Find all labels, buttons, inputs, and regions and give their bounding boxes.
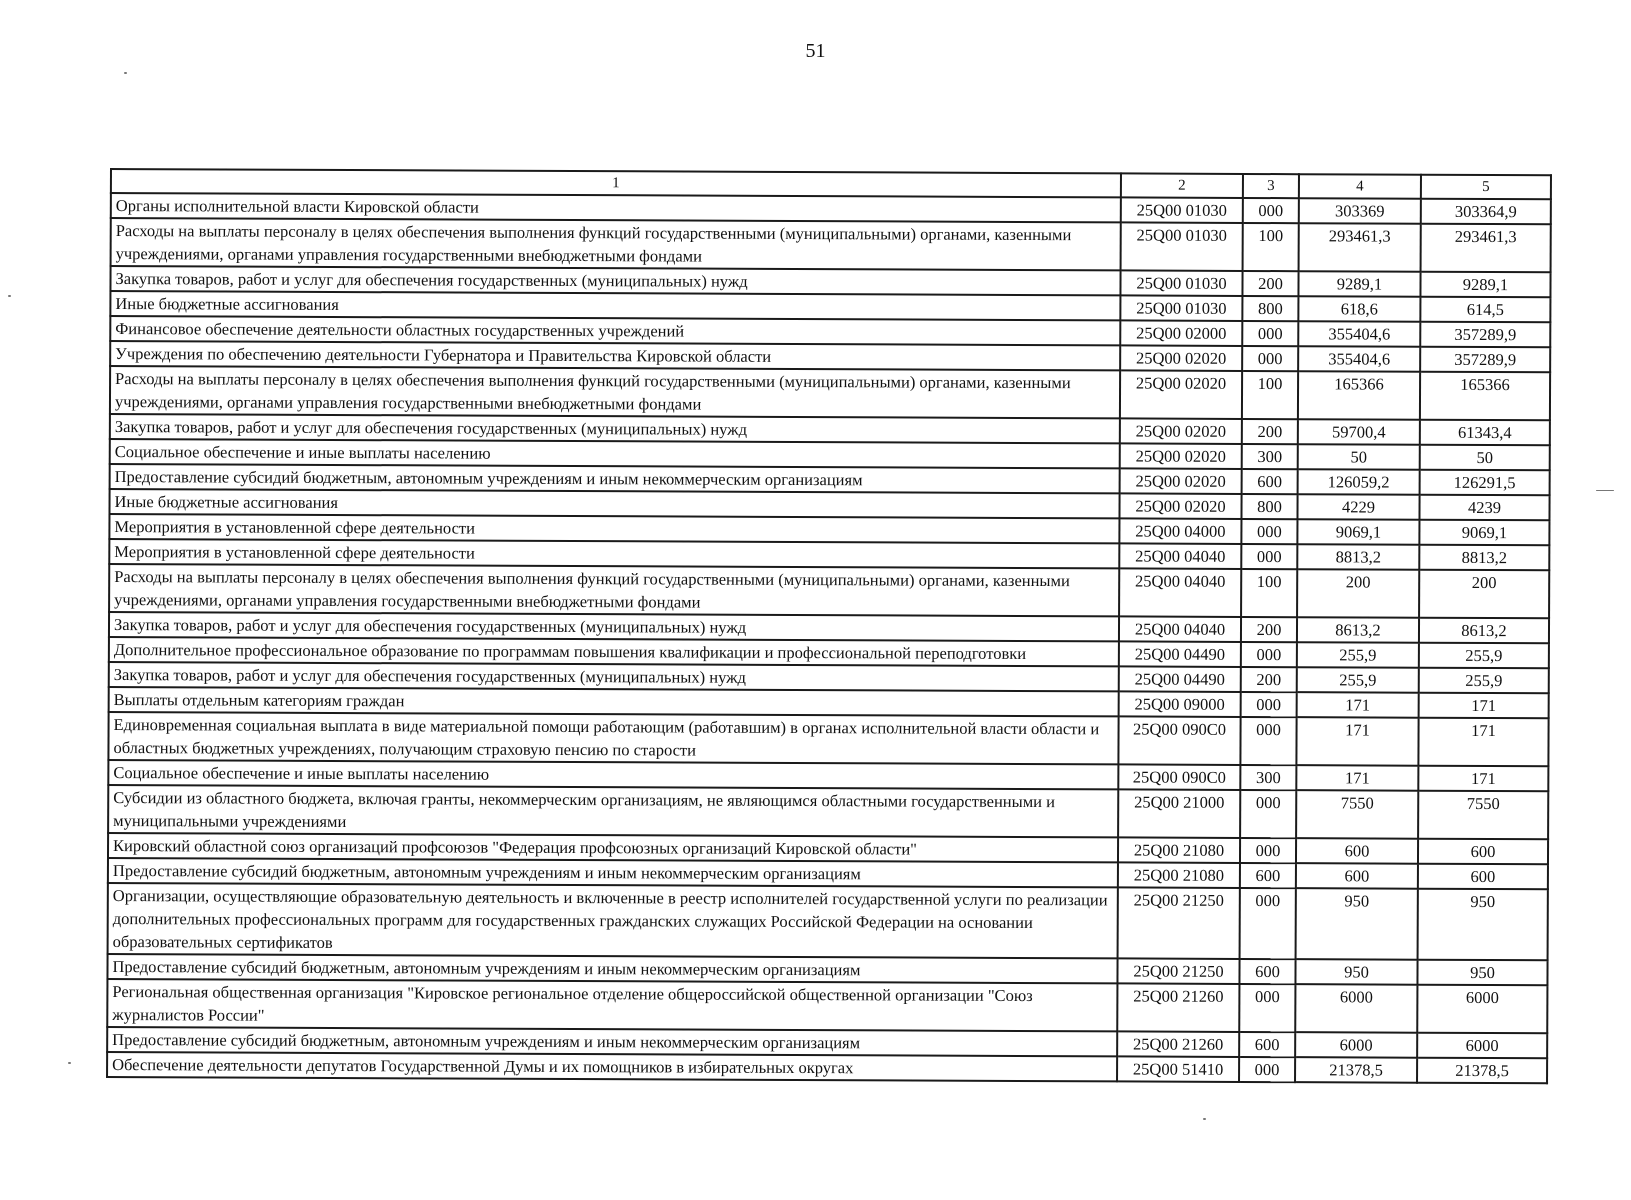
row-value-5: 4239 bbox=[1419, 495, 1549, 521]
row-value-5: 165366 bbox=[1420, 372, 1550, 421]
row-type: 000 bbox=[1240, 790, 1296, 838]
row-value-4: 600 bbox=[1296, 838, 1418, 864]
row-name: Организации, осуществляющие образовательную деятельность и включенные в реестр исполнителей государственной услуги по реализации дополнительных профессиональных программ для государственных гражданских служащих Российской Федерации на основании образовательных сертификатов bbox=[108, 883, 1118, 958]
row-type: 800 bbox=[1241, 494, 1297, 519]
row-value-5: 600 bbox=[1418, 839, 1548, 865]
row-code: 25Q00 02000 bbox=[1120, 320, 1242, 346]
row-value-5: 126291,5 bbox=[1420, 470, 1550, 496]
row-type: 000 bbox=[1241, 519, 1297, 544]
row-value-4: 4229 bbox=[1297, 494, 1419, 520]
row-value-5: 200 bbox=[1419, 570, 1549, 619]
page-number: 51 bbox=[805, 40, 826, 62]
scan-speck bbox=[1203, 1118, 1206, 1120]
row-code: 25Q00 21260 bbox=[1117, 1031, 1239, 1057]
row-value-5: 303364,9 bbox=[1421, 199, 1551, 225]
row-value-4: 171 bbox=[1296, 717, 1418, 766]
row-value-5: 61343,4 bbox=[1420, 420, 1550, 446]
row-value-4: 9069,1 bbox=[1297, 519, 1419, 545]
scan-speck bbox=[68, 1062, 71, 1064]
row-value-5: 8613,2 bbox=[1419, 618, 1549, 644]
row-code: 25Q00 02020 bbox=[1120, 370, 1242, 419]
row-code: 25Q00 04490 bbox=[1119, 666, 1241, 692]
row-value-5: 171 bbox=[1419, 693, 1549, 719]
row-value-5: 614,5 bbox=[1420, 297, 1550, 323]
row-value-4: 9289,1 bbox=[1298, 271, 1420, 297]
row-code: 25Q00 21000 bbox=[1118, 789, 1240, 838]
row-type: 000 bbox=[1242, 346, 1298, 371]
row-value-5: 9289,1 bbox=[1420, 272, 1550, 298]
row-code: 25Q00 01030 bbox=[1120, 295, 1242, 321]
table-row bbox=[107, 1052, 1547, 1083]
row-type: 000 bbox=[1243, 198, 1299, 223]
row-name: Обеспечение деятельности депутатов Государственной Думы и их помощников в избирательных округах bbox=[107, 1052, 1117, 1081]
row-value-5: 21378,5 bbox=[1417, 1058, 1547, 1084]
row-value-4: 59700,4 bbox=[1298, 419, 1420, 445]
row-type: 600 bbox=[1239, 1032, 1295, 1057]
row-type: 800 bbox=[1242, 296, 1298, 321]
row-value-5: 255,9 bbox=[1419, 643, 1549, 669]
row-value-4: 293461,3 bbox=[1299, 223, 1421, 272]
row-value-4: 950 bbox=[1295, 959, 1417, 985]
row-value-4: 200 bbox=[1297, 569, 1419, 618]
row-value-4: 303369 bbox=[1299, 198, 1421, 224]
row-value-4: 171 bbox=[1296, 765, 1418, 791]
row-type: 200 bbox=[1241, 617, 1297, 642]
row-value-4: 355404,6 bbox=[1298, 346, 1420, 372]
row-value-5: 600 bbox=[1418, 864, 1548, 890]
row-value-5: 6000 bbox=[1417, 985, 1547, 1034]
row-type: 600 bbox=[1240, 863, 1296, 888]
row-name: Закупка товаров, работ и услуг для обеспечения государственных (муниципальных) нужд bbox=[110, 414, 1120, 443]
row-name: Расходы на выплаты персоналу в целях обеспечения выполнения функций государственными (муниципальными) органами, казенными учреждениями, органами управления государственными внебюджетными фондами bbox=[109, 564, 1119, 616]
row-type: 300 bbox=[1240, 765, 1296, 790]
row-value-4: 50 bbox=[1298, 444, 1420, 470]
row-value-5: 950 bbox=[1417, 960, 1547, 986]
header-col-2: 2 bbox=[1121, 173, 1243, 198]
row-type: 000 bbox=[1241, 544, 1297, 569]
row-value-5: 50 bbox=[1420, 445, 1550, 471]
row-type: 000 bbox=[1239, 984, 1295, 1032]
row-type: 100 bbox=[1241, 569, 1297, 617]
row-value-4: 255,9 bbox=[1297, 667, 1419, 693]
row-name: Предоставление субсидий бюджетным, автономным учреждениям и иным некоммерческим организациям bbox=[107, 954, 1117, 983]
row-type: 300 bbox=[1242, 444, 1298, 469]
row-code: 25Q00 090С0 bbox=[1118, 764, 1240, 790]
row-value-5: 950 bbox=[1418, 889, 1548, 961]
row-value-5: 357289,9 bbox=[1420, 322, 1550, 348]
row-code: 25Q00 21080 bbox=[1118, 862, 1240, 888]
row-name: Иные бюджетные ассигнования bbox=[110, 291, 1120, 320]
row-type: 100 bbox=[1243, 223, 1299, 271]
row-type: 200 bbox=[1241, 667, 1297, 692]
row-value-4: 618,6 bbox=[1298, 296, 1420, 322]
row-code: 25Q00 04040 bbox=[1119, 543, 1241, 569]
row-value-4: 255,9 bbox=[1297, 642, 1419, 668]
row-value-5: 171 bbox=[1418, 766, 1548, 792]
row-name: Закупка товаров, работ и услуг для обеспечения государственных (муниципальных) нужд bbox=[109, 662, 1119, 691]
row-code: 25Q00 01030 bbox=[1120, 270, 1242, 296]
row-value-5: 171 bbox=[1418, 718, 1548, 767]
row-value-4: 355404,6 bbox=[1298, 321, 1420, 347]
table-row bbox=[108, 785, 1548, 839]
row-code: 25Q00 04040 bbox=[1119, 568, 1241, 617]
row-value-4: 600 bbox=[1296, 863, 1418, 889]
row-code: 25Q00 02020 bbox=[1120, 345, 1242, 371]
header-col-4: 4 bbox=[1299, 174, 1421, 199]
row-value-4: 6000 bbox=[1295, 1032, 1417, 1058]
scan-speck bbox=[8, 295, 11, 297]
row-code: 25Q00 21250 bbox=[1118, 887, 1240, 959]
row-value-5: 293461,3 bbox=[1421, 224, 1551, 273]
row-code: 25Q00 21080 bbox=[1118, 837, 1240, 863]
row-code: 25Q00 02020 bbox=[1120, 443, 1242, 469]
row-value-4: 21378,5 bbox=[1295, 1057, 1417, 1083]
budget-table-container bbox=[106, 168, 1550, 1084]
row-name: Предоставление субсидий бюджетным, автономным учреждениям и иным некоммерческим организациям bbox=[110, 464, 1120, 493]
row-value-4: 8613,2 bbox=[1297, 617, 1419, 643]
row-type: 000 bbox=[1240, 717, 1296, 765]
row-value-4: 950 bbox=[1296, 888, 1418, 960]
row-type: 000 bbox=[1242, 321, 1298, 346]
row-name: Закупка товаров, работ и услуг для обеспечения государственных (муниципальных) нужд bbox=[110, 266, 1120, 295]
row-type: 000 bbox=[1240, 888, 1296, 959]
row-name: Иные бюджетные ассигнования bbox=[109, 489, 1119, 518]
header-col-5: 5 bbox=[1421, 175, 1551, 200]
row-name: Расходы на выплаты персоналу в целях обеспечения выполнения функций государственными (муниципальными) органами, казенными учреждениями, органами управления государственными внебюджетными фондами bbox=[111, 218, 1121, 270]
table-row bbox=[107, 979, 1547, 1033]
row-name: Единовременная социальная выплата в виде материальной помощи работающим (работавшим) в органах исполнительной власти области и областных бюджетных учреждениях, получающим страховую пенсию по старости bbox=[108, 712, 1118, 764]
row-code: 25Q00 090С0 bbox=[1118, 716, 1240, 765]
header-col-3: 3 bbox=[1243, 174, 1299, 198]
row-value-5: 357289,9 bbox=[1420, 347, 1550, 373]
row-name: Дополнительное профессиональное образование по программам повышения квалификации и профессиональной переподготовки bbox=[109, 637, 1119, 666]
row-name: Закупка товаров, работ и услуг для обеспечения государственных (муниципальных) нужд bbox=[109, 612, 1119, 641]
row-value-4: 8813,2 bbox=[1297, 544, 1419, 570]
row-name: Социальное обеспечение и иные выплаты населению bbox=[110, 439, 1120, 468]
row-type: 100 bbox=[1242, 371, 1298, 419]
row-value-4: 165366 bbox=[1298, 371, 1420, 420]
row-type: 200 bbox=[1242, 419, 1298, 444]
row-value-4: 171 bbox=[1297, 692, 1419, 718]
scan-speck bbox=[124, 72, 127, 74]
row-name: Органы исполнительной власти Кировской области bbox=[111, 193, 1121, 222]
table-row bbox=[111, 218, 1551, 272]
row-type: 000 bbox=[1239, 1057, 1295, 1082]
row-type: 200 bbox=[1242, 271, 1298, 296]
header-col-1: 1 bbox=[111, 169, 1121, 197]
table-row bbox=[109, 564, 1549, 618]
row-name: Социальное обеспечение и иные выплаты населению bbox=[108, 760, 1118, 789]
row-name: Предоставление субсидий бюджетным, автономным учреждениям и иным некоммерческим организациям bbox=[107, 1027, 1117, 1056]
scan-speck bbox=[1596, 490, 1614, 491]
row-code: 25Q00 02020 bbox=[1120, 418, 1242, 444]
budget-table bbox=[106, 168, 1552, 1084]
row-value-4: 6000 bbox=[1295, 984, 1417, 1033]
row-value-5: 9069,1 bbox=[1419, 520, 1549, 546]
row-name: Выплаты отдельным категориям граждан bbox=[109, 687, 1119, 716]
row-code: 25Q00 02020 bbox=[1120, 468, 1242, 494]
table-row bbox=[110, 366, 1550, 420]
row-code: 25Q00 51410 bbox=[1117, 1056, 1239, 1082]
row-value-5: 255,9 bbox=[1419, 668, 1549, 694]
row-value-5: 8813,2 bbox=[1419, 545, 1549, 571]
row-code: 25Q00 09000 bbox=[1119, 691, 1241, 717]
row-code: 25Q00 01030 bbox=[1121, 222, 1243, 271]
row-type: 000 bbox=[1241, 692, 1297, 717]
row-value-5: 7550 bbox=[1418, 791, 1548, 840]
row-name: Мероприятия в установленной сфере деятельности bbox=[109, 539, 1119, 568]
row-value-5: 6000 bbox=[1417, 1033, 1547, 1059]
row-code: 25Q00 01030 bbox=[1121, 197, 1243, 223]
row-code: 25Q00 04490 bbox=[1119, 641, 1241, 667]
row-type: 000 bbox=[1241, 642, 1297, 667]
row-code: 25Q00 04000 bbox=[1119, 518, 1241, 544]
row-code: 25Q00 21250 bbox=[1117, 958, 1239, 984]
row-type: 600 bbox=[1242, 469, 1298, 494]
row-code: 25Q00 21260 bbox=[1117, 983, 1239, 1032]
row-name: Субсидии из областного бюджета, включая гранты, некоммерческим организациям, не являющимся областными государственными и муниципальными учреждениями bbox=[108, 785, 1118, 837]
row-type: 000 bbox=[1240, 838, 1296, 863]
row-code: 25Q00 04040 bbox=[1119, 616, 1241, 642]
row-value-4: 126059,2 bbox=[1298, 469, 1420, 495]
row-code: 25Q00 02020 bbox=[1119, 493, 1241, 519]
row-value-4: 7550 bbox=[1296, 790, 1418, 839]
table-row bbox=[108, 883, 1548, 960]
row-name: Финансовое обеспечение деятельности областных государственных учреждений bbox=[110, 316, 1120, 345]
row-name: Кировский областной союз организаций профсоюзов "Федерация профсоюзных организаций Кировской области" bbox=[108, 833, 1118, 862]
row-name: Региональная общественная организация "Кировское региональное отделение общероссийской общественной организации "Союз журналистов России" bbox=[107, 979, 1117, 1031]
row-name: Мероприятия в установленной сфере деятельности bbox=[109, 514, 1119, 543]
table-row bbox=[108, 712, 1548, 766]
row-name: Предоставление субсидий бюджетным, автономным учреждениям и иным некоммерческим организациям bbox=[108, 858, 1118, 887]
row-type: 600 bbox=[1239, 959, 1295, 984]
row-name: Учреждения по обеспечению деятельности Губернатора и Правительства Кировской области bbox=[110, 341, 1120, 370]
row-name: Расходы на выплаты персоналу в целях обеспечения выполнения функций государственными (муниципальными) органами, казенными учреждениями, органами управления государственными внебюджетными фондами bbox=[110, 366, 1120, 418]
